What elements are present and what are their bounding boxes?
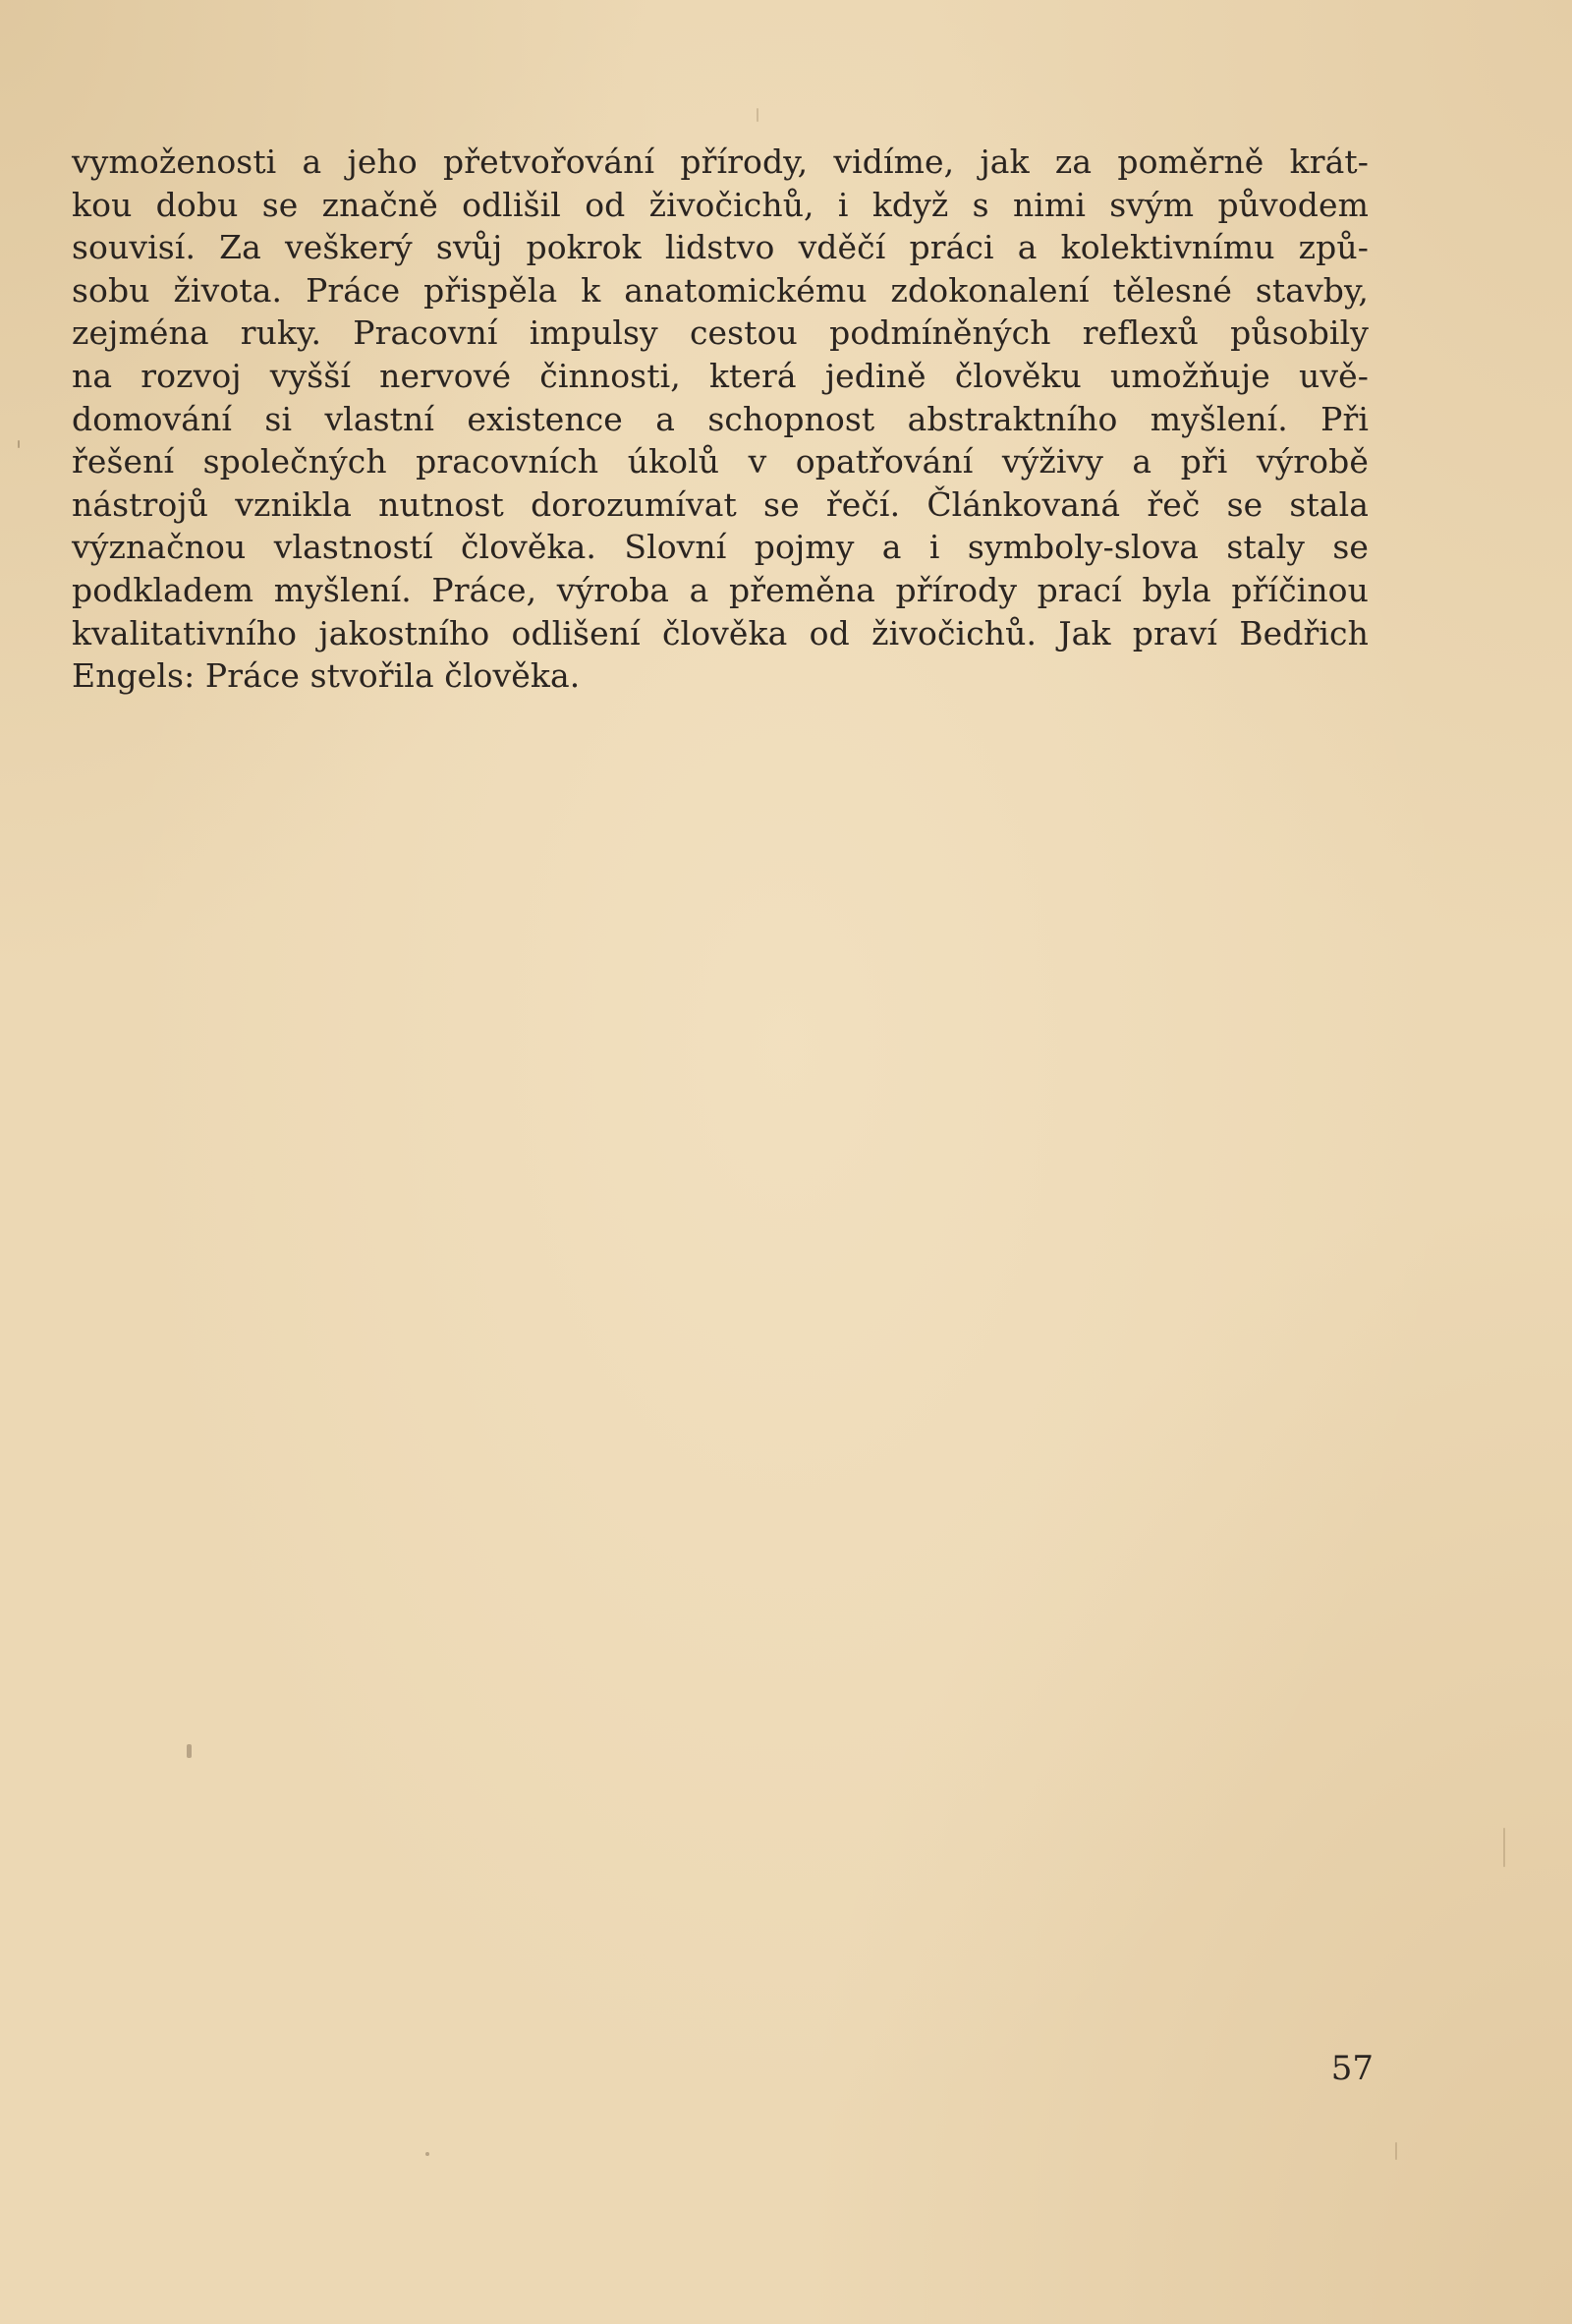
text-line: na rozvoj vyšší nervové činnosti, která jedině člověku umožňuje uvě-: [72, 356, 1369, 395]
text-line: domování si vlastní existence a schopnost abstraktního myšlení. Při: [72, 399, 1369, 438]
text-line-final: Engels: Práce stvořila člověka.: [72, 656, 581, 696]
text-line: nástrojů vznikla nutnost dorozumívat se řečí. Článkovaná řeč se stala: [72, 484, 1369, 524]
text-line: význačnou vlastností člověka. Slovní pojmy a i symboly-slova staly se: [72, 528, 1369, 567]
text-line: podkladem myšlení. Práce, výroba a přeměna přírody prací byla příčinou: [72, 570, 1369, 609]
page-number: 57: [1330, 2049, 1374, 2088]
text-line: zejména ruky. Pracovní impulsy cestou podmíněných reflexů působily: [72, 313, 1369, 353]
paper-speck: [425, 2152, 429, 2156]
text-line: řešení společných pracovních úkolů v opatřování výživy a při výrobě: [72, 442, 1369, 482]
body-paragraph: [72, 141, 1369, 698]
text-line: sobu života. Práce přispěla k anatomickému zdokonalení tělesné stavby,: [72, 270, 1369, 310]
text-line: souvisí. Za veškerý svůj pokrok lidstvo vděčí práci a kolektivnímu způ-: [72, 228, 1369, 267]
text-line: vymoženosti a jeho přetvořování přírody, vidíme, jak za poměrně krát-: [72, 142, 1369, 181]
text-line: kvalitativního jakostního odlišení člověka od živočichů. Jak praví Bedřich: [72, 613, 1369, 652]
text-line: kou dobu se značně odlišil od živočichů, i když s nimi svým původem: [72, 185, 1369, 224]
paper-speck: [187, 1744, 192, 1758]
paper-speck: [18, 440, 20, 448]
paper-speck: [1503, 1828, 1505, 1867]
paper-speck: [1395, 2142, 1397, 2160]
paper-speck: [757, 108, 758, 122]
